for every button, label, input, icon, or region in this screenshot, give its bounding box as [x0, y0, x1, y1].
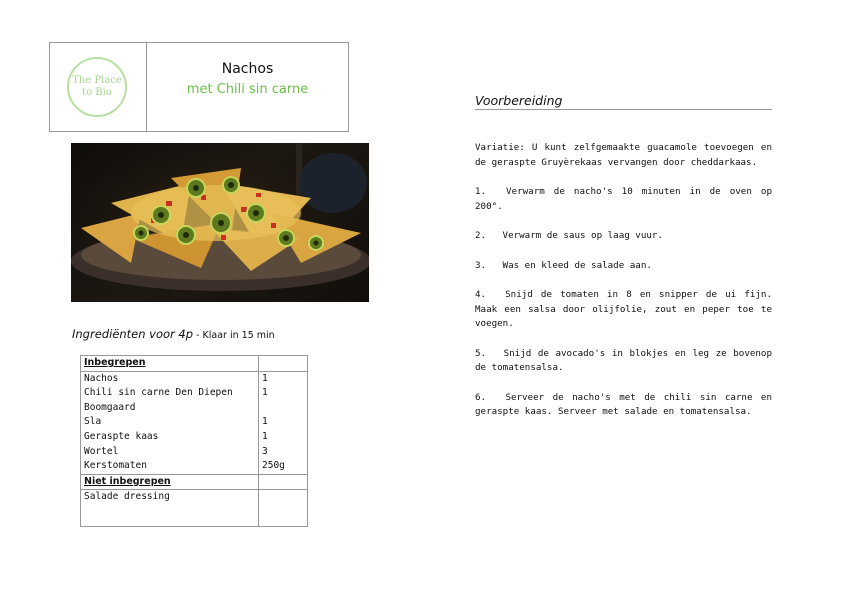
- table-row: [81, 430, 308, 445]
- ingredient-qty: 1: [259, 415, 308, 430]
- table-row: [81, 445, 308, 460]
- recipe-title: Nachos: [221, 61, 274, 77]
- step-number: 5.: [475, 347, 487, 359]
- table-row: [81, 386, 308, 415]
- ingredient-name: Sla: [81, 415, 259, 430]
- ingredient-name: Chili sin carne Den Diepen Boomgaard: [81, 386, 259, 415]
- step-number: 1.: [475, 186, 487, 197]
- table-row: [81, 490, 308, 527]
- table-section-header: [81, 474, 308, 490]
- step-text: Snijd de tomaten in 8 en snipper de ui fijn. Maak een salsa door olijfolie, zout en peper toe te voegen.: [475, 289, 772, 329]
- ingredient-qty: 3: [259, 445, 308, 460]
- recipe-header: [49, 42, 349, 132]
- ingredients-table: [80, 355, 308, 527]
- table-section-header: [81, 356, 308, 372]
- logo-cell: [50, 43, 147, 131]
- nachos-photo: [71, 143, 369, 302]
- ingredient-name: Kerstomaten: [81, 459, 259, 474]
- preparation-heading: Voorbereiding: [475, 93, 772, 110]
- table-row: [81, 371, 308, 386]
- ingredient-qty: 250g: [259, 459, 308, 474]
- logo-line-1: The Place: [72, 75, 122, 86]
- ingredient-name: Geraspte kaas: [81, 430, 259, 445]
- ingredient-name: Salade dressing: [81, 490, 259, 527]
- ingredients-heading-title: Ingrediënten voor 4p: [72, 327, 194, 341]
- title-cell: [147, 43, 348, 131]
- step-item: [475, 288, 772, 332]
- preparation-text: [475, 141, 772, 435]
- step-item: [475, 259, 772, 274]
- step-text: Serveer de nacho's met de chili sin carne en geraspte kaas. Serveer met salade en tomatensalsa.: [475, 391, 772, 417]
- ingredient-qty: 1: [259, 371, 308, 386]
- step-item: [475, 229, 772, 244]
- table-row: [81, 459, 308, 474]
- ingredients-time: - Klaar in 15 min: [193, 330, 275, 341]
- ingredient-name: Wortel: [81, 445, 259, 460]
- step-number: 3.: [475, 259, 487, 271]
- step-item: [475, 347, 772, 376]
- logo-line-2: to Bio: [82, 87, 112, 98]
- step-number: 2.: [475, 230, 487, 241]
- excluded-header: Niet inbegrepen: [81, 474, 259, 490]
- brand-logo: [67, 57, 127, 117]
- ingredient-qty: 1: [259, 386, 308, 415]
- step-number: 6.: [475, 391, 487, 403]
- variation-note: Variatie: U kunt zelfgemaakte guacamole toevoegen en de geraspte Gruyèrekaas vervangen door cheddarkaas.: [475, 142, 772, 168]
- ingredient-name: Nachos: [81, 371, 259, 386]
- step-text: Snijd de avocado's in blokjes en leg ze bovenop de tomatensalsa.: [475, 347, 772, 373]
- step-text: Verwarm de nacho's 10 minuten in de oven op 200°.: [475, 186, 772, 212]
- ingredients-heading: [72, 327, 275, 341]
- ingredient-qty: 1: [259, 430, 308, 445]
- step-item: [475, 391, 772, 420]
- ingredient-qty: [259, 490, 308, 527]
- table-row: [81, 415, 308, 430]
- step-text: Was en kleed de salade aan.: [502, 259, 652, 271]
- recipe-subtitle: met Chili sin carne: [186, 82, 309, 97]
- step-text: Verwarm de saus op laag vuur.: [502, 230, 663, 241]
- step-number: 4.: [475, 289, 487, 300]
- step-item: [475, 185, 772, 214]
- included-header: Inbegrepen: [81, 356, 259, 372]
- nachos-photo-illustration: [71, 143, 369, 302]
